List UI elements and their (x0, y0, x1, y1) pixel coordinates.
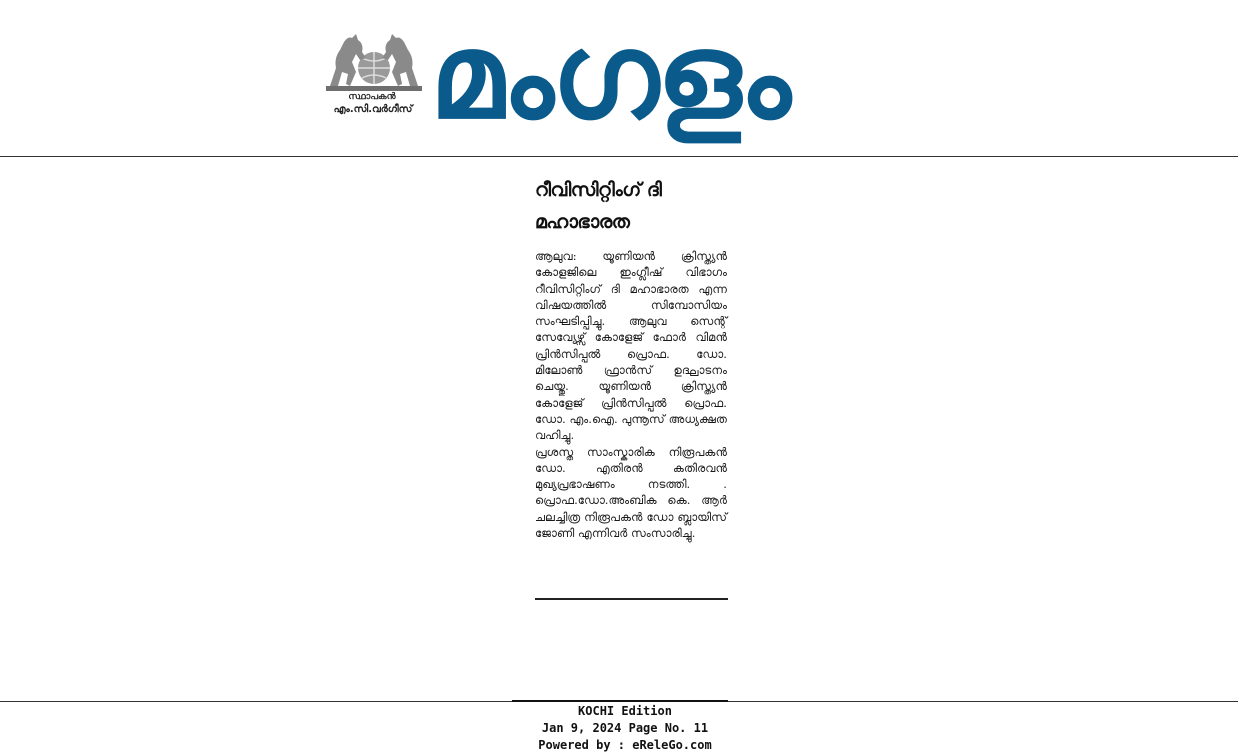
footer-accent-rule (512, 700, 728, 702)
edition-label: KOCHI Edition (578, 704, 672, 718)
article-headline (535, 174, 727, 238)
news-article (535, 174, 727, 541)
headline-line-1: റീവിസിറ്റിംഗ് ദി (535, 179, 662, 201)
top-divider (0, 156, 1238, 157)
newspaper-logo: മംഗളം (430, 7, 789, 145)
masthead (0, 0, 1238, 156)
article-paragraph-1: ആലുവ: യൂണിയൻ ക്രിസ്ത്യൻ കോളജിലെ ഇംഗ്ലീഷ് വിഭാഗം റീവിസിറ്റിംഗ് ദി മഹാഭാരത എന്ന വിഷയത്തിൽ സിമ്പോസിയം സംഘടിപ്പിച്ചു. ആലുവ സെന്റ് സേവ്യേഴ്സ് കോളേജ് ഫോർ വിമൻ പ്രിൻസിപ്പൽ പ്രൊഫ. ഡോ. മിലോൺ ഫ്രാൻസ് ഉദ്ഘാടനം ചെയ്തു. യൂണിയൻ ക്രിസ്ത്യൻ കോളേജ് പ്രിൻസിപ്പൽ പ്രൊഫ. ഡോ. എം.ഐ. പുന്നൂസ് അധ്യക്ഷത വഹിച്ചു. (535, 249, 727, 443)
date-page-label: Jan 9, 2024 Page No. 11 (541, 721, 709, 735)
founder-name: എം.സി.വർഗീസ് (333, 104, 413, 115)
powered-by-label: Powered by : eReleGo.com (538, 738, 712, 752)
headline-line-2: മഹാഭാരത (535, 211, 630, 233)
article-paragraph-2: പ്രശസ്ത സാംസ്കാരിക നിരൂപകൻ ഡോ. എതിരൻ കതിരവൻ മുഖ്യപ്രഭാഷണം നടത്തി. . പ്രൊഫ.ഡോ.അംബിക കെ. ആർ ചലച്ചിത്ര നിരൂപകൻ ഡോ ബ്ലായിസ് ജോണി എന്നിവർ സംസാരിച്ചു. (535, 444, 727, 541)
footer (470, 703, 780, 754)
article-end-rule (535, 598, 728, 600)
founder-label: സ്ഥാപകൻ (348, 92, 396, 102)
